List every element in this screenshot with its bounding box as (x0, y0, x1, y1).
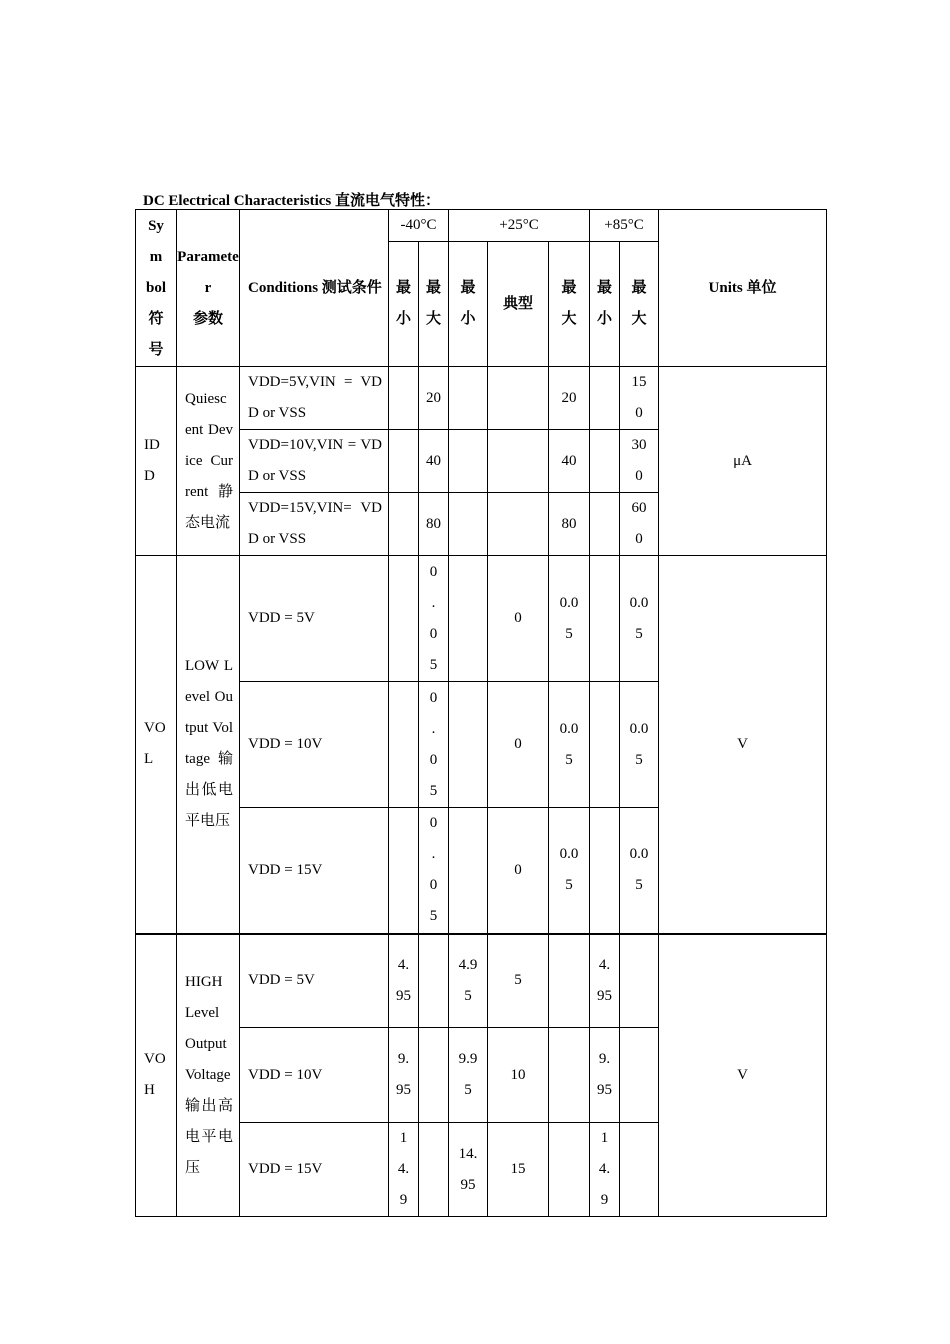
m40-max-cell: 0.05 (419, 682, 449, 808)
t25-typ-cell: 0 (488, 556, 549, 682)
t25-typ-cell: 0 (488, 808, 549, 934)
header-parameter (177, 210, 240, 367)
header-temp-85: +85°C (590, 210, 659, 242)
t85-max-cell: 300 (620, 430, 659, 493)
condition-cell: VDD = 5V (240, 556, 389, 682)
t85-min-cell (590, 493, 620, 556)
t25-typ-cell: 10 (488, 1028, 549, 1123)
parameter-vol: LOW Level Output Voltage 输出低电平电压 (177, 556, 240, 934)
m40-min-cell (389, 556, 419, 682)
header-25-max: 最大 (549, 242, 590, 367)
unit-vol: V (659, 556, 827, 934)
t25-max-cell: 0.05 (549, 808, 590, 934)
table-title: DC Electrical Characteristics 直流电气特性： (143, 193, 441, 209)
t25-max-cell: 0.05 (549, 682, 590, 808)
parameter-voh: HIGH Level Output Voltage 输出高电平电压 (177, 934, 240, 1217)
m40-min-cell (389, 430, 419, 493)
t25-max-cell (549, 1028, 590, 1123)
m40-max-cell: 0.05 (419, 556, 449, 682)
t85-min-cell: 9.95 (590, 1028, 620, 1123)
t25-typ-cell (488, 367, 549, 430)
m40-max-cell (419, 1028, 449, 1123)
t25-min-cell (449, 493, 488, 556)
t85-max-cell: 0.05 (620, 808, 659, 934)
m40-min-cell (389, 367, 419, 430)
t25-max-cell: 80 (549, 493, 590, 556)
header-m40-min: 最小 (389, 242, 419, 367)
header-parameter-cn: 参数 (192, 310, 223, 327)
m40-min-cell (389, 493, 419, 556)
header-25-typ: 典型 (488, 242, 549, 367)
m40-max-cell: 0.05 (419, 808, 449, 934)
symbol-idd: IDD (136, 367, 177, 556)
t25-max-cell: 20 (549, 367, 590, 430)
unit-voh: V (659, 934, 827, 1217)
m40-min-cell: 14.9 (389, 1123, 419, 1217)
condition-cell: VDD=5V,VIN = VDD or VSS (240, 367, 389, 430)
unit-idd: μA (659, 367, 827, 556)
t25-max-cell: 40 (549, 430, 590, 493)
t25-typ-cell (488, 430, 549, 493)
symbol-voh: VOH (136, 934, 177, 1217)
t85-max-cell (620, 1123, 659, 1217)
header-temp-25: +25°C (449, 210, 590, 242)
header-85-max: 最大 (620, 242, 659, 367)
header-m40-max: 最大 (419, 242, 449, 367)
header-85-min: 最小 (590, 242, 620, 367)
t85-max-cell (620, 934, 659, 1028)
parameter-idd: Quiescent Device Current 静态电流 (177, 367, 240, 556)
t85-min-cell: 4.95 (590, 934, 620, 1028)
t85-max-cell (620, 1028, 659, 1123)
m40-max-cell: 80 (419, 493, 449, 556)
dc-characteristics-table (135, 209, 827, 1217)
t25-max-cell (549, 1123, 590, 1217)
t25-min-cell (449, 808, 488, 934)
symbol-vol: VOL (136, 556, 177, 934)
header-parameter-en: Parameter (177, 248, 239, 296)
t85-min-cell: 14.9 (590, 1123, 620, 1217)
t25-max-cell (549, 934, 590, 1028)
t25-min-cell: 4.95 (449, 934, 488, 1028)
m40-min-cell (389, 682, 419, 808)
t25-typ-cell (488, 493, 549, 556)
t25-typ-cell: 5 (488, 934, 549, 1028)
t25-typ-cell: 15 (488, 1123, 549, 1217)
m40-min-cell: 9.95 (389, 1028, 419, 1123)
header-units: Units 单位 (659, 210, 827, 367)
condition-cell: VDD = 15V (240, 808, 389, 934)
t85-min-cell (590, 682, 620, 808)
t25-min-cell: 14.95 (449, 1123, 488, 1217)
t25-min-cell (449, 682, 488, 808)
header-conditions: Conditions 测试条件 (240, 210, 389, 367)
t25-min-cell (449, 367, 488, 430)
m40-max-cell: 20 (419, 367, 449, 430)
condition-cell: VDD=15V,VIN= VDD or VSS (240, 493, 389, 556)
header-temp-m40: -40°C (389, 210, 449, 242)
t85-min-cell (590, 430, 620, 493)
condition-cell: VDD = 15V (240, 1123, 389, 1217)
condition-cell: VDD=10V,VIN = VDD or VSS (240, 430, 389, 493)
t85-min-cell (590, 367, 620, 430)
condition-cell: VDD = 5V (240, 934, 389, 1028)
condition-cell: VDD = 10V (240, 682, 389, 808)
t85-max-cell: 0.05 (620, 556, 659, 682)
header-symbol: Symbol符号 (136, 210, 177, 367)
t85-max-cell: 600 (620, 493, 659, 556)
t85-max-cell: 150 (620, 367, 659, 430)
t25-min-cell: 9.95 (449, 1028, 488, 1123)
t85-min-cell (590, 808, 620, 934)
m40-max-cell (419, 1123, 449, 1217)
t25-max-cell: 0.05 (549, 556, 590, 682)
m40-max-cell (419, 934, 449, 1028)
t85-max-cell: 0.05 (620, 682, 659, 808)
m40-max-cell: 40 (419, 430, 449, 493)
t25-min-cell (449, 430, 488, 493)
header-25-min: 最小 (449, 242, 488, 367)
m40-min-cell: 4.95 (389, 934, 419, 1028)
t25-min-cell (449, 556, 488, 682)
t85-min-cell (590, 556, 620, 682)
m40-min-cell (389, 808, 419, 934)
condition-cell: VDD = 10V (240, 1028, 389, 1123)
t25-typ-cell: 0 (488, 682, 549, 808)
